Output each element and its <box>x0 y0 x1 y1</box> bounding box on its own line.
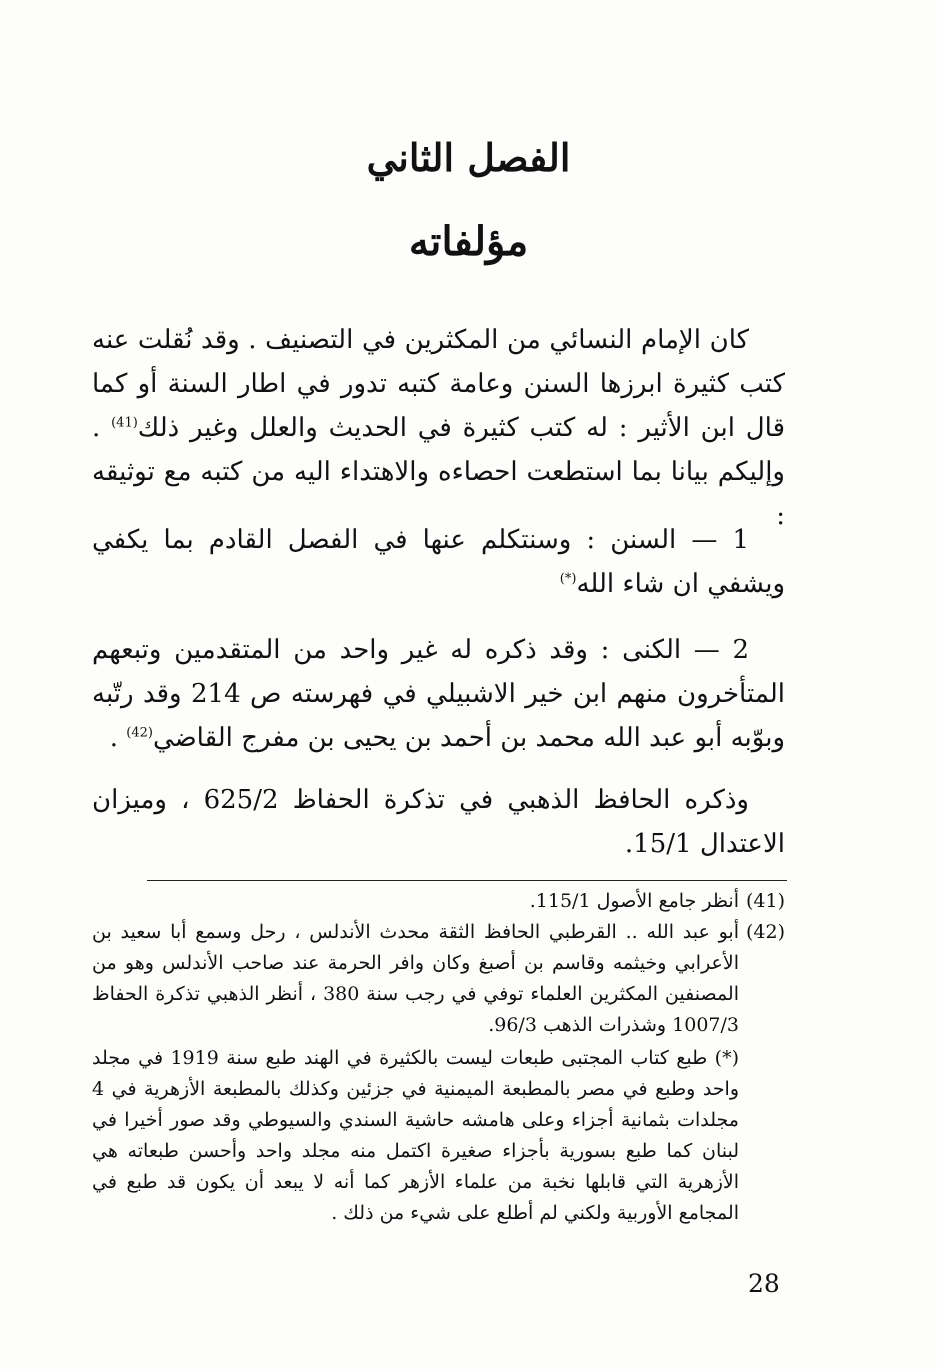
footnote-marker: (42) <box>745 921 785 943</box>
footnote-42 <box>92 917 785 1041</box>
footnote-star-marker: (*) <box>714 1047 739 1069</box>
footnote-41 <box>92 886 785 917</box>
chapter-title: الفصل الثاني <box>366 135 571 180</box>
footnote-text: أبو عبد الله .. القرطبي الحافظ الثقة محدث الأندلس ، رحل وسمع أبا سعيد بن الأعرابي وخيثمه وقاسم بن أصبغ وكان وافر الحرمة عند صاحب الأندلس وهو من المصنفين المكثرين العلماء توفي في رجب سنة 380 ، أنظر الذهبي تذكرة الحفاظ 1007/3 وشذرات الذهب 96/3. <box>92 921 739 1036</box>
footnote-marker: (41) <box>745 890 785 912</box>
footnote-separator <box>147 880 787 881</box>
footnote-text: أنظر جامع الأصول 115/1. <box>529 890 739 912</box>
hafiz-text: وذكره الحافظ الذهبي في تذكرة الحفاظ 625/2 ، وميزان الاعتدال 15/1. <box>92 785 785 859</box>
list-item-kuna <box>92 628 785 760</box>
footnote-ref-41[interactable]: (41) <box>111 415 138 431</box>
item2-text: 2 — الكنى : وقد ذكره له غير واحد من المتقدمين وتبعهم المتأخرون منهم ابن خير الاشبيلي في فهرسته ص 214 وقد رتّبه وبوّبه أبو عبد الله محمد بن أحمد بن يحيى بن مفرج القاضي <box>92 635 786 753</box>
footnote-ref-42[interactable]: (42) <box>126 725 153 741</box>
footnotes <box>92 886 785 1229</box>
footnote-star-text: طبع كتاب المجتبى طبعات ليست بالكثيرة في الهند طبع سنة 1919 في مجلد واحد وطبع في مصر بالمطبعة الميمنية في جزئين وكذلك بالمطبعة الأزهرية في 4 مجلدات بثمانية أجزاء وعلى هامشه حاشية السندي والسيوطي وقد صور أخيرا في لبنان كما طبع بسورية بأجزاء صغيرة اكتمل منه مجلد واحد وأحسن طبعاته هي الأزهرية التي قابلها نخبة من علماء الأزهر كما أنه لا يبعد أن يكون قد طبع في المجامع الأوربية ولكني لم أطلع على شيء من ذلك . <box>92 1047 739 1224</box>
footnote-star <box>92 1043 785 1229</box>
footnote-ref-star[interactable]: (*) <box>559 571 577 587</box>
section-title: مؤلفاته <box>408 218 529 265</box>
hafiz-paragraph <box>92 778 785 866</box>
item1-text: 1 — السنن : وسنتكلم عنها في الفصل القادم بما يكفي ويشفي ان شاء الله <box>92 525 785 599</box>
item2-text-end: . <box>109 723 127 753</box>
intro-text-continued: . وإليكم بيانا بما استطعت احصاءه والاهتداء اليه من كتبه مع توثيقه : <box>92 413 785 531</box>
list-item-sunan <box>92 518 785 606</box>
page-number: 28 <box>748 1269 780 1298</box>
intro-text: كان الإمام النسائي من المكثرين في التصنيف . وقد نُقلت عنه كتب كثيرة ابرزها السنن وعامة كتبه تدور في اطار السنة أو كما قال ابن الأثير : له كتب كثيرة في الحديث والعلل وغير ذلك <box>92 325 785 443</box>
intro-paragraph <box>92 318 785 538</box>
